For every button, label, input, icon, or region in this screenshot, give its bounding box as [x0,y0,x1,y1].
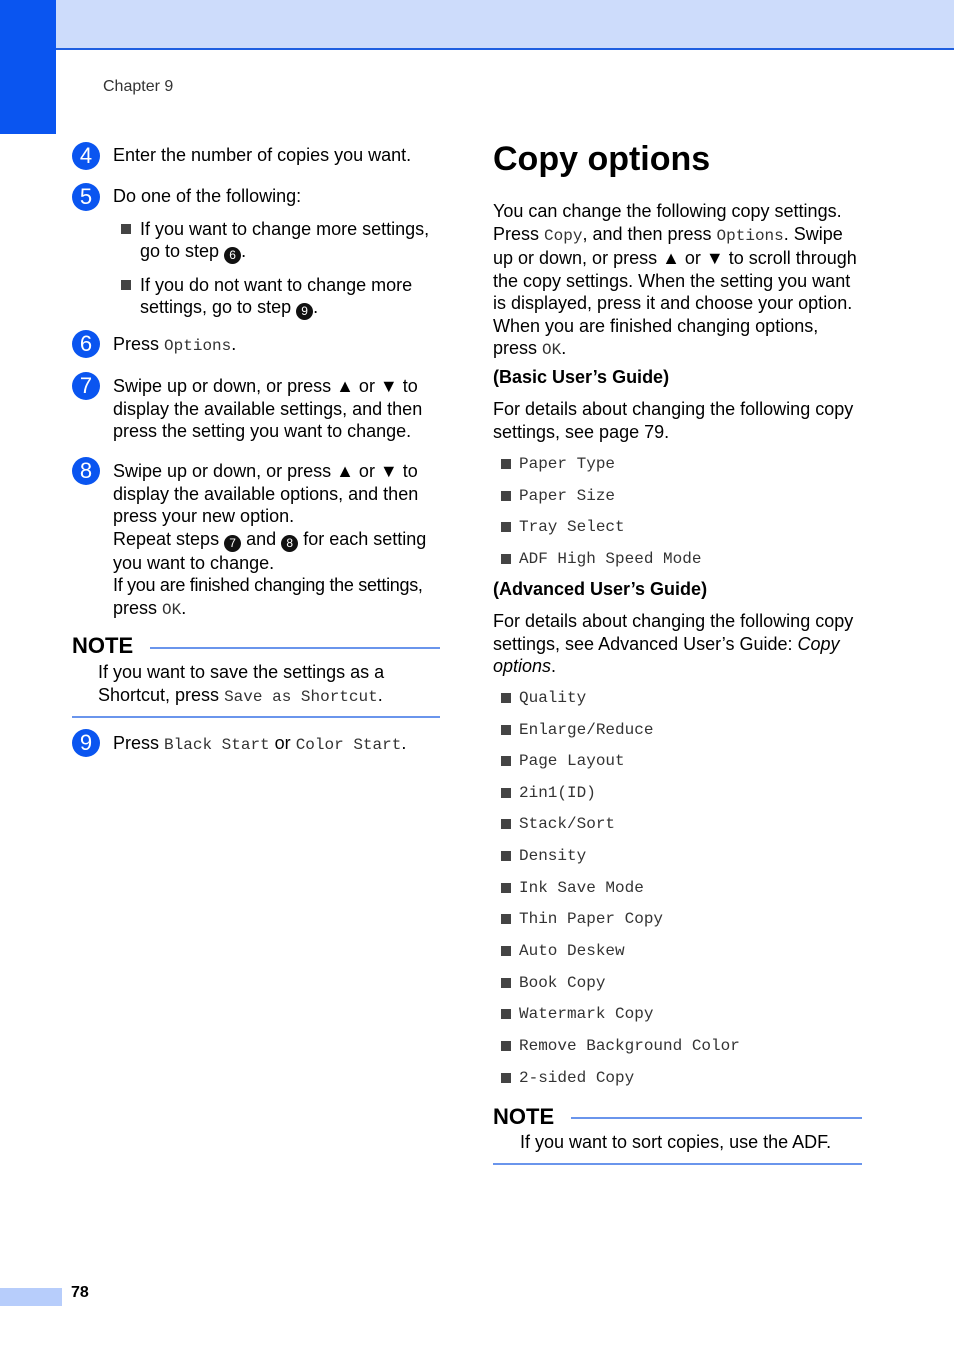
bullet-square-icon [501,554,511,564]
ui-code: Options [716,226,784,245]
ui-code: Copy [544,226,583,245]
note-title: NOTE [493,1104,555,1129]
step-number: 9 [72,729,100,757]
basic-guide-paragraph: For details about changing the following copy settings, see page 79. [493,399,854,442]
step-7: 7 Swipe up or down, or press ▲ or ▼ to display the available settings, and then press the setting you want to change. [72,372,444,443]
bullet-square-icon [501,491,511,501]
advanced-guide-heading: (Advanced User’s Guide) [493,579,708,599]
note-body: If you want to sort copies, use the ADF. [520,1132,832,1152]
intro-paragraph: You can change the following copy settings. Press Copy, and then press Options. Swipe up or down, or press ▲ or ▼ to scroll through the copy settings. When the setting you want is displayed, press it and choose your option. When you are finished changing options, press OK. [493,201,857,359]
bullet-square-icon [501,756,511,766]
step-reference: 7 [224,535,241,552]
step-number: 8 [72,457,100,485]
advanced-guide-paragraph: For details about changing the following copy settings, see Advanced User’s Guide: Copy options. [493,611,854,676]
bullet-square-icon [501,978,511,988]
note-rule-bottom [72,716,440,718]
ui-code: Color Start [295,736,402,754]
note-rule [571,1117,862,1119]
bullet-square-icon [501,1041,511,1051]
chapter-label: Chapter 9 [103,78,174,95]
ui-code: Options [164,337,232,355]
bullet-square-icon [501,1073,511,1083]
step-9: 9 Press Black Start or Color Start. [72,729,444,757]
step-6: 6 Press Options. [72,330,444,358]
step-8: 8 Swipe up or down, or press ▲ or ▼ to display the available options, and then press your new option. Repeat steps 7 and 8 for each setting you want to change. If you are finished changing the settings, press OK. [72,457,444,621]
bullet-square-icon [501,883,511,893]
ui-code: OK [162,600,182,619]
bullet-square-icon [501,946,511,956]
bullet-square-icon [501,459,511,469]
bullet-square-icon [501,693,511,703]
step-number: 4 [72,142,100,170]
note-rule-bottom [493,1163,862,1165]
bullet-square-icon [501,819,511,829]
list-item: If you want to change more settings, go to step 6 . [121,218,444,264]
list-item: If you do not want to change more settings, go to step 9 . [121,274,444,320]
note-body: If you want to save the settings as a Shortcut, press Save as Shortcut. [98,662,385,706]
step-number: 5 [72,183,100,211]
step-text: Enter the number of copies you want. [113,145,412,165]
bullet-square-icon [501,1009,511,1019]
page-number-tab [0,1288,62,1306]
note-title: NOTE [72,633,134,658]
bullet-square-icon [121,224,131,234]
basic-guide-heading: (Basic User’s Guide) [493,367,670,387]
step-4 [72,142,444,167]
step-5 [72,183,444,329]
chapter-tab [0,0,56,134]
bullet-square-icon [501,851,511,861]
step-number: 7 [72,372,100,400]
section-heading: Copy options [493,140,711,178]
step-reference: 6 [224,247,241,264]
bullet-square-icon [501,522,511,532]
bullet-square-icon [121,280,131,290]
page-number: 78 [71,1284,89,1301]
bullet-square-icon [501,914,511,924]
ui-code: Black Start [164,736,270,754]
header-band [56,0,954,50]
bullet-square-icon [501,788,511,798]
step-reference: 9 [296,303,313,320]
ui-code: OK [542,341,562,359]
bullet-square-icon [501,725,511,735]
step-text: Do one of the following: [113,186,302,206]
step-number: 6 [72,330,100,358]
ui-code: Save as Shortcut [224,687,378,706]
step-reference: 8 [281,535,298,552]
note-rule [150,647,440,649]
